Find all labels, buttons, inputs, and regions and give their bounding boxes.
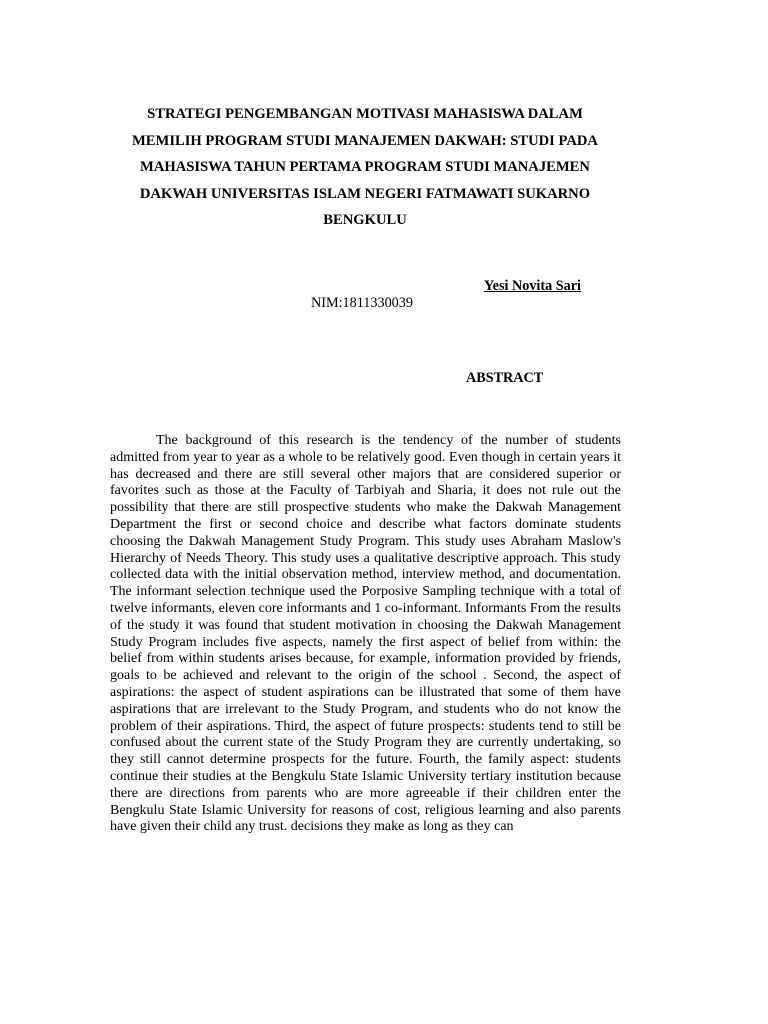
abstract-body: The background of this research is the tendency of the number of students admitted from year to year as a whole to be relatively good. Even though in certain years it has decreased and there are still several other majors that are considered superior or favorites such as those at the Faculty of Tarbiyah and Sharia, it does not rule out the possibility that there are still prospective students who make the Dakwah Management Department the first or second choice and describe what factors dominate students choosing the Dakwah Management Study Program. This study uses Abraham Maslow's Hierarchy of Needs Theory. This study uses a qualitative descriptive approach. This study collected data with the initial observation method, interview method, and documentation. The informant selection technique used the Porposive Sampling technique with a total of twelve informants, eleven core informants and 1 co-informant. Informants From the results of the study it was found that student motivation in choosing the Dakwah Management Study Program includes five aspects, namely the first aspect of belief from within: the belief from within students arises because, for example, information provided by friends, goals to be achieved and relevant to the origin of the school . Second, the aspect of aspirations: the aspect of student aspirations can be illustrated that some of them have aspirations that are irrelevant to the Study Program, and students who do not know the problem of their aspirations. Third, the aspect of future prospects: students tend to still be confused about the current state of the Study Program they are currently undertaking, so they still cannot determine prospects for the future. Fourth, the family aspect: students continue their studies at the Bengkulu State Islamic University tertiary institution because there are directions from parents who are more agreeable if their children enter the Bengkulu State Islamic University for reasons of cost, religious learning and also parents have given their child any trust. decisions they make as long as they can [110,433,621,835]
abstract-heading: ABSTRACT [466,370,544,386]
student-id: NIM:1811330039 [311,295,413,311]
title-line: BENGKULU [323,212,407,229]
title-line: STRATEGI PENGEMBANGAN MOTIVASI MAHASISWA DALAM [147,106,583,122]
title-line: DAKWAH UNIVERSITAS ISLAM NEGERI FATMAWATI SUKARNO [139,185,591,202]
title-line: MEMILIH PROGRAM STUDI MANAJEMEN DAKWAH: STUDI PADA [132,132,598,149]
author-name: Yesi Novita Sari [484,278,581,294]
document-title [100,101,630,234]
title-line: MAHASISWA TAHUN PERTAMA PROGRAM STUDI MANAJEMEN [140,159,590,176]
